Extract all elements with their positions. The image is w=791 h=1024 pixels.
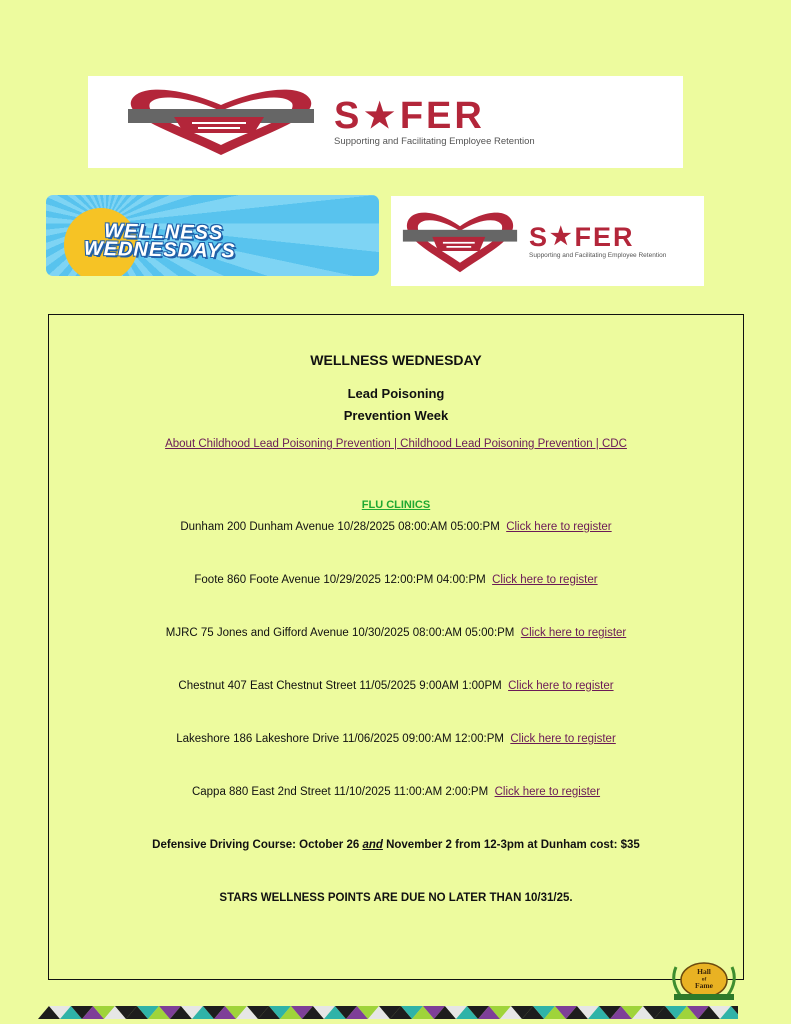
clinic-info: MJRC 75 Jones and Gifford Avenue 10/30/2025 08:00:AM 05:00:PM: [165, 627, 515, 639]
clinic-row: [49, 627, 743, 639]
safer-wordmark: S ★ FER: [529, 221, 635, 252]
page-title: WELLNESS WEDNESDAY: [310, 352, 482, 368]
badge-line-2: of: [701, 976, 707, 983]
wellness-wednesdays-banner: [46, 195, 379, 276]
register-link[interactable]: Click here to register: [508, 680, 614, 692]
clinic-info: Cappa 880 East 2nd Street 11/10/2025 11:00:AM 2:00:PM: [191, 786, 489, 798]
clinic-row: [49, 733, 743, 745]
safer-logo-top: [88, 76, 683, 168]
clinic-info: Lakeshore 186 Lakeshore Drive 11/06/2025 09:00:AM 12:00:PM: [176, 733, 504, 745]
safer-tagline: Supporting and Facilitating Employee Retention: [529, 251, 667, 259]
star-icon: ★: [364, 97, 398, 135]
hall-of-fame-badge: [668, 961, 740, 1001]
safer-logo-small: [391, 196, 704, 286]
clinic-info: Chestnut 407 East Chestnut Street 11/05/2025 9:00AM 1:00PM: [178, 680, 502, 692]
heart-handshake-icon: [397, 207, 523, 275]
badge-line-1: Hall: [697, 967, 711, 976]
wellness-points-notice: STARS WELLNESS POINTS ARE DUE NO LATER THAN 10/31/25.: [219, 892, 573, 904]
safer-tagline: Supporting and Facilitating Employee Retention: [334, 136, 535, 147]
content-box: [48, 314, 744, 980]
register-link[interactable]: Click here to register: [506, 521, 612, 533]
badge-line-3: Fame: [695, 981, 713, 990]
cdc-resource-link-row: [49, 438, 743, 450]
safer-wordmark: S ★ FER: [334, 95, 485, 137]
register-link[interactable]: Click here to register: [494, 786, 601, 798]
heart-handshake-icon: [114, 87, 328, 157]
decorative-bottom-border: [38, 1006, 738, 1019]
register-link[interactable]: Click here to register: [510, 733, 616, 745]
wellness-wednesdays-title: WELLNESS WEDNESDAYS: [83, 220, 236, 263]
cdc-resource-link[interactable]: About Childhood Lead Poisoning Prevention | Childhood Lead Poisoning Prevention | CDC: [165, 438, 627, 450]
clinic-info: Foote 860 Foote Avenue 10/29/2025 12:00:PM 04:00:PM: [194, 574, 486, 586]
clinic-row: [49, 574, 743, 586]
register-link[interactable]: Click here to register: [492, 574, 598, 586]
clinic-row: [49, 680, 743, 692]
clinic-row: [49, 786, 743, 798]
star-icon: ★: [550, 223, 574, 250]
subtitle-line-2: Prevention Week: [343, 408, 449, 423]
clinic-info: Dunham 200 Dunham Avenue 10/28/2025 08:00:AM 05:00:PM: [180, 521, 500, 533]
subtitle-line-1: Lead Poisoning: [347, 386, 445, 401]
emphasis-and: and: [362, 839, 383, 851]
flu-clinics-heading-row: [49, 495, 743, 513]
clinic-row: [49, 521, 743, 533]
flu-clinics-heading: FLU CLINICS: [361, 499, 431, 511]
register-link[interactable]: Click here to register: [520, 627, 627, 639]
defensive-driving-notice: Defensive Driving Course: October 26 and November 2 from 12-3pm at Dunham cost: $35: [152, 839, 640, 851]
